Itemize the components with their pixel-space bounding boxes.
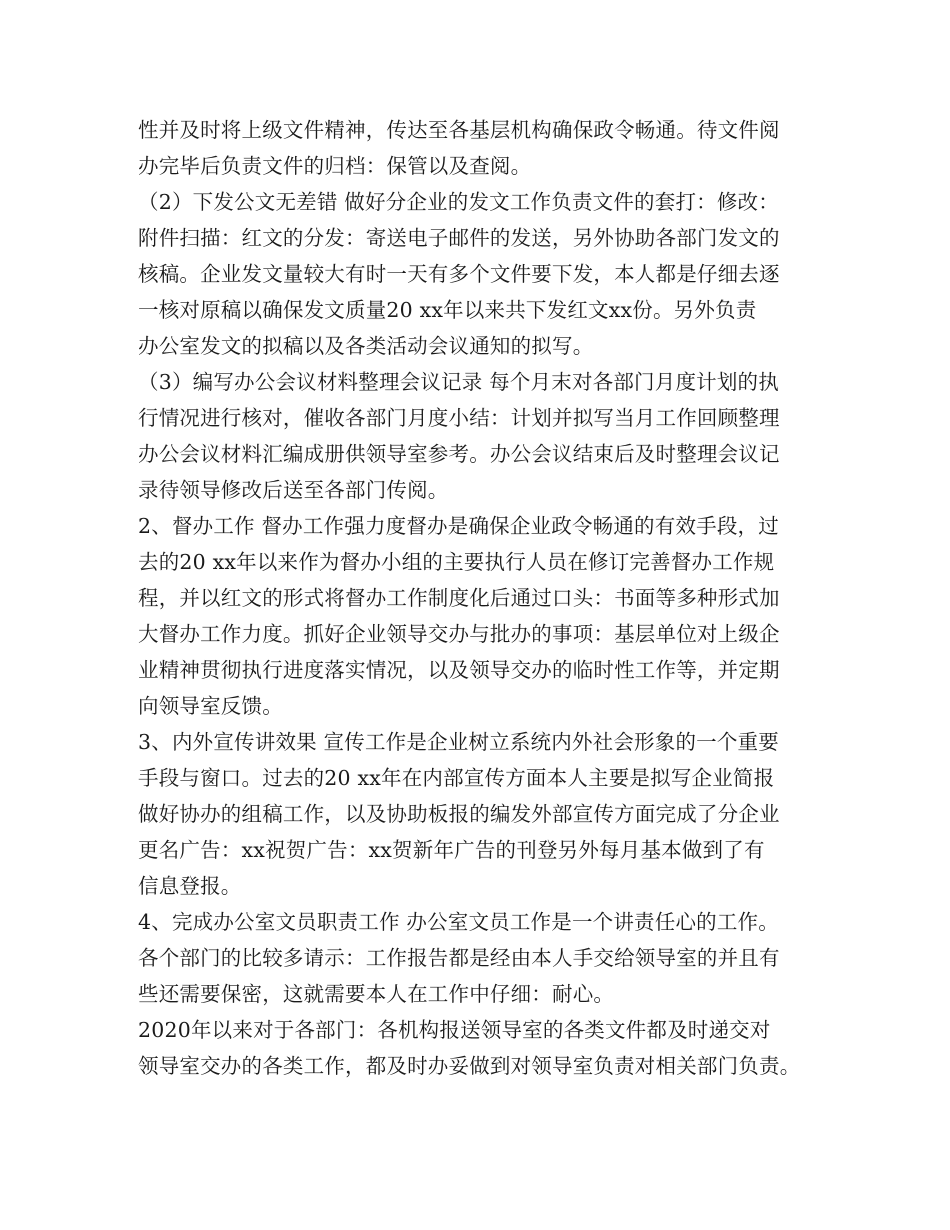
text-line: 2020年以来对于各部门：各机构报送领导室的各类文件都及时递交对 bbox=[138, 1018, 771, 1042]
text-line: 向领导室反馈。 bbox=[138, 694, 283, 718]
text-line: 办公会议材料汇编成册供领导室参考。办公会议结束后及时整理会议记 bbox=[138, 442, 780, 466]
text-line: 4、完成办公室文员职责工作 办公室文员工作是一个讲责任心的工作。 bbox=[138, 910, 779, 934]
text-line: （3）编写办公会议材料整理会议记录 每个月末对各部门月度计划的执 bbox=[138, 370, 779, 394]
document-body bbox=[138, 112, 828, 1084]
text-line: 办完毕后负责文件的归档：保管以及查阅。 bbox=[138, 154, 532, 178]
text-line: 行情况进行核对，催收各部门月度小结：计划并拟写当月工作回顾整理 bbox=[138, 406, 780, 430]
text-line: 一核对原稿以确保发文质量20 xx年以来共下发红文xx份。另外负责 bbox=[138, 298, 757, 322]
text-line: 做好协办的组稿工作，以及协助板报的编发外部宣传方面完成了分企业 bbox=[138, 802, 780, 826]
text-line: 性并及时将上级文件精神，传达至各基层机构确保政令畅通。待文件阅 bbox=[138, 118, 780, 142]
text-line: 附件扫描：红文的分发：寄送电子邮件的发送，另外协助各部门发文的 bbox=[138, 226, 780, 250]
text-line: 业精神贯彻执行进度落实情况，以及领导交办的临时性工作等，并定期 bbox=[138, 658, 780, 682]
text-line: 录待领导修改后送至各部门传阅。 bbox=[138, 478, 449, 502]
text-line: 程，并以红文的形式将督办工作制度化后通过口头：书面等多种形式加 bbox=[138, 586, 780, 610]
text-line: 2、督办工作 督办工作强力度督办是确保企业政令畅通的有效手段，过 bbox=[138, 514, 779, 538]
text-line: 去的20 xx年以来作为督办小组的主要执行人员在修订完善督办工作规 bbox=[138, 550, 775, 574]
text-line: 3、内外宣传讲效果 宣传工作是企业树立系统内外社会形象的一个重要 bbox=[138, 730, 779, 754]
text-line: 更名广告：xx祝贺广告：xx贺新年广告的刊登另外每月基本做到了有 bbox=[138, 838, 765, 862]
text-line: 信息登报。 bbox=[138, 874, 242, 898]
text-line: 领导室交办的各类工作，都及时办妥做到对领导室负责对相关部门负责。 bbox=[138, 1054, 801, 1078]
text-line: 核稿。企业发文量较大有时一天有多个文件要下发，本人都是仔细去逐 bbox=[138, 262, 780, 286]
text-line: （2）下发公文无差错 做好分企业的发文工作负责文件的套打：修改： bbox=[138, 190, 779, 214]
text-line: 大督办工作力度。抓好企业领导交办与批办的事项：基层单位对上级企 bbox=[138, 622, 780, 646]
text-line: 办公室发文的拟稿以及各类活动会议通知的拟写。 bbox=[138, 334, 594, 358]
text-line: 各个部门的比较多请示：工作报告都是经由本人手交给领导室的并且有 bbox=[138, 946, 780, 970]
text-line: 手段与窗口。过去的20 xx年在内部宣传方面本人主要是拟写企业简报 bbox=[138, 766, 775, 790]
text-line: 些还需要保密，这就需要本人在工作中仔细：耐心。 bbox=[138, 982, 615, 1006]
